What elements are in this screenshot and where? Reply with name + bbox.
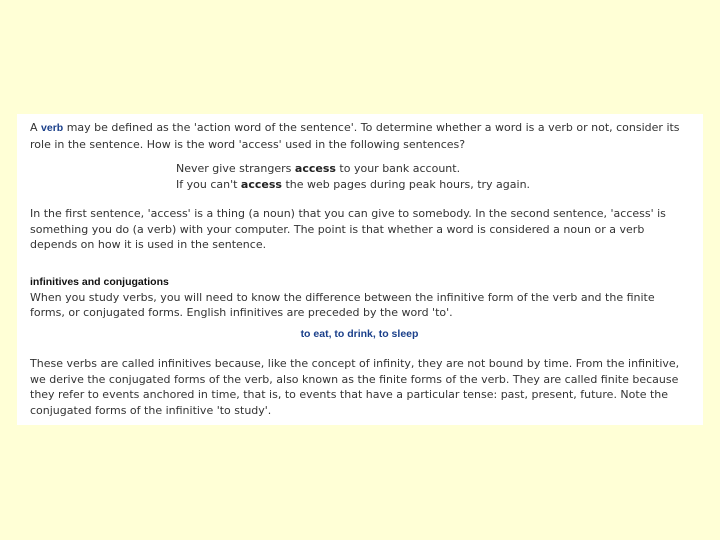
- content-panel: [17, 114, 703, 425]
- intro-rest: may be defined as the 'action word of the sentence'. To determine whether a word is a verb or not, consider its role in the sentence. How is the word 'access' used in the following sentences?: [30, 121, 680, 151]
- infinitive-examples: to eat, to drink, to sleep: [300, 327, 419, 340]
- verb-term: verb: [41, 122, 64, 134]
- example-1-after: to your bank account.: [335, 162, 461, 175]
- example-1-keyword: access: [294, 162, 336, 175]
- example-sentence-2: [176, 177, 689, 193]
- section-heading: infinitives and conjugations: [30, 275, 169, 288]
- noun-verb-paragraph: In the first sentence, 'access' is a thing (a noun) that you can give to somebody. In the second sentence, 'access' is something you do (a verb) with your computer. The point is that whether a word is considered a noun or a verb depends on how it is used in the sentence.: [30, 207, 666, 251]
- intro-paragraph: [30, 120, 689, 152]
- example-1-before: Never give strangers: [176, 162, 295, 175]
- example-sentences: [176, 161, 689, 192]
- example-2-keyword: access: [240, 177, 282, 191]
- infinitive-intro-paragraph: When you study verbs, you will need to know the difference between the infinitive form of the verb and the finite forms, or conjugated forms. English infinitives are preceded by the word 'to'.: [30, 290, 655, 319]
- example-2-before: If you can't: [176, 177, 241, 191]
- example-sentence-1: [176, 161, 689, 177]
- infinitive-explanation-paragraph: These verbs are called infinitives because, like the concept of infinity, they are not bound by time. From the infinitive, we derive the conjugated forms of the verb, also known as the finite forms of the verb. They are called finite because they refer to events anchored in time, that is, to events that have a particular tense: past, present, future. Note the conjugated forms of the infinitive 'to study'.: [30, 357, 680, 417]
- intro-prefix: A: [30, 121, 42, 134]
- example-2-after: the web pages during peak hours, try again.: [281, 177, 531, 191]
